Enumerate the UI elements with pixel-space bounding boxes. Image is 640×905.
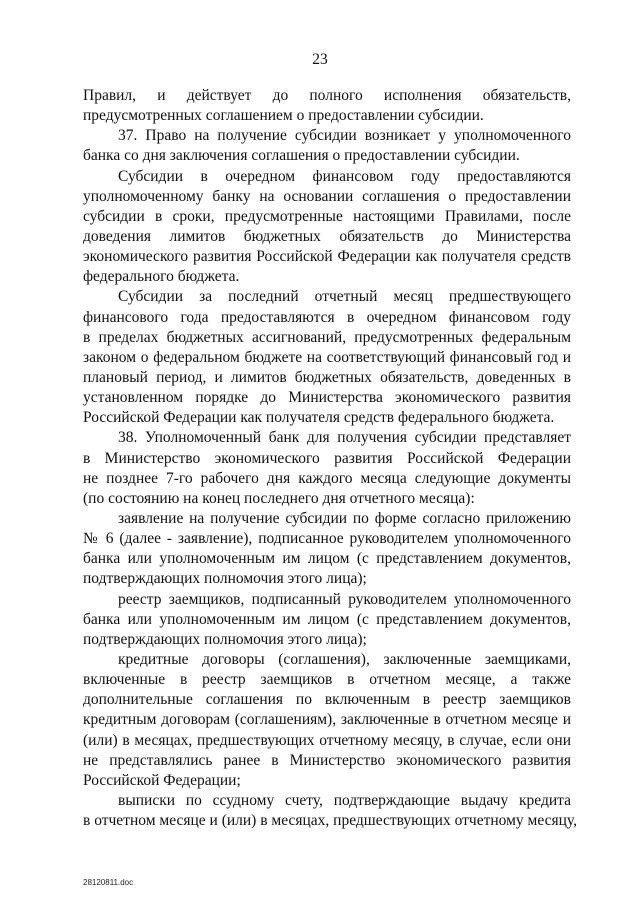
text-line: в пределах бюджетных ассигнований, предусмотренных федеральным [83,328,571,346]
text-line: уполномоченному банку на основании соглашения о предоставлении [83,187,571,205]
text-line: включенные в реестр заемщиков в отчетном месяце, а также [83,671,571,689]
text-line: Субсидии в очередном финансовом году предоставляются [118,167,571,185]
text-line: (или) в месяцах, предшествующих отчетному месяцу, в случае, если они [83,731,571,749]
text-line: в Министерство экономического развития Российской Федерации [83,449,571,467]
text-line: федерального бюджета. [83,268,240,286]
document-body [83,86,578,831]
text-line: 37. Право на получение субсидии возникает у уполномоченного [118,127,571,145]
text-line: Субсидии за последний отчетный месяц предшествующего [118,288,571,306]
text-line: выписки по ссудному счету, подтверждающие выдачу кредита [118,791,571,809]
text-line: финансового года предоставляются в очередном финансовом году [83,308,571,326]
text-line: банка со дня заключения соглашения о предоставлении субсидии. [83,147,520,165]
text-line: подтверждающих полномочия этого лица); [83,570,367,588]
text-line: не позднее 7-го рабочего дня каждого месяца следующие документы [83,469,571,487]
text-line: заявление на получение субсидии по форме согласно приложению [118,509,571,527]
text-line: установленном порядке до Министерства экономического развития [83,389,571,407]
text-line: в отчетном месяце и (или) в месяцах, предшествующих отчетному месяцу, [83,812,578,830]
text-line: кредитным договорам (соглашениям), заключенные в отчетном месяце и [83,711,571,729]
text-line: дополнительные соглашения по включенным в реестр заемщиков [83,691,571,709]
text-line: законом о федеральном бюджете на соответствующий финансовый год и [83,348,571,366]
text-line: 38. Уполномоченный банк для получения субсидии представляет [118,429,571,447]
text-line: банка или уполномоченным им лицом (с представлением документов, [83,610,571,628]
text-line: плановый период, и лимитов бюджетных обязательств, доведенных в [83,368,571,386]
text-line: кредитные договоры (соглашения), заключенные заемщиками, [118,650,571,668]
text-line: доведения лимитов бюджетных обязательств до Министерства [83,227,571,245]
text-line: Российской Федерации; [83,771,241,789]
text-line: предусмотренных соглашением о предоставлении субсидии. [83,107,484,125]
text-line: подтверждающих полномочия этого лица); [83,630,367,648]
text-line: экономического развития Российской Федерации как получателя средств [83,248,571,266]
text-line: (по состоянию на конец последнего дня отчетного месяца): [83,489,475,507]
text-line: реестр заемщиков, подписанный руководителем уполномоченного [118,590,571,608]
footer-filename: 28120811.doc [83,878,134,887]
text-line: Российской Федерации как получателя средств федерального бюджета. [83,409,555,427]
text-line: Правил, и действует до полного исполнения обязательств, [83,87,571,104]
text-line: банка или уполномоченным им лицом (с представлением документов, [83,550,571,568]
text-line: не представлялись ранее в Министерство экономического развития [83,751,571,769]
text-line: субсидии в сроки, предусмотренные настоящими Правилами, после [83,207,571,225]
text-line: № 6 (далее - заявление), подписанное руководителем уполномоченного [83,530,571,548]
page-number: 23 [312,51,328,68]
